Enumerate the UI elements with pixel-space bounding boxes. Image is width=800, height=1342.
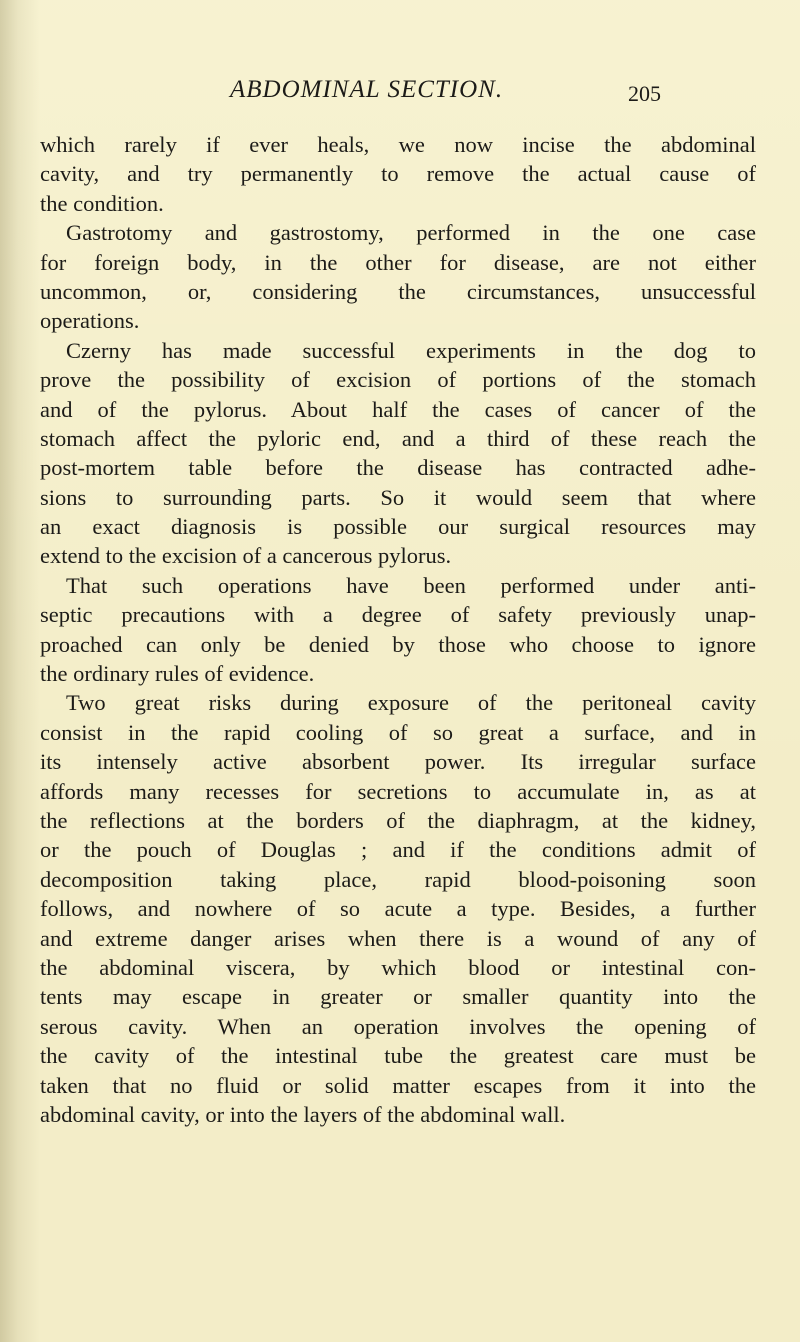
text-line: That such operations have been performed under anti- — [66, 572, 756, 598]
text-line: and extreme danger arises when there is a wound of any of — [40, 925, 756, 951]
running-header — [0, 76, 800, 116]
text-line: the condition. — [40, 190, 164, 216]
text-line: the cavity of the intestinal tube the greatest care must be — [40, 1043, 756, 1069]
text-line: Gastrotomy and gastrostomy, performed in the one case — [66, 220, 756, 246]
text-line: tents may escape in greater or smaller quantity into the — [40, 984, 756, 1010]
text-line: consist in the rapid cooling of so great a surface, and in — [40, 719, 756, 745]
running-title: ABDOMINAL SECTION. — [230, 76, 504, 103]
text-line: its intensely active absorbent power. Its irregular surface — [40, 749, 756, 775]
text-line: prove the possibility of excision of portions of the stomach — [40, 367, 756, 393]
text-line: the abdominal viscera, by which blood or intestinal con- — [40, 954, 756, 980]
text-line: cavity, and try permanently to remove the actual cause of — [40, 161, 756, 187]
text-line: serous cavity. When an operation involves the opening of — [40, 1013, 756, 1039]
text-line: stomach affect the pyloric end, and a third of these reach the — [40, 425, 756, 451]
text-line: Two great risks during exposure of the peritoneal cavity — [66, 690, 756, 716]
text-line: the reflections at the borders of the diaphragm, at the kidney, — [40, 807, 756, 833]
text-line: the ordinary rules of evidence. — [40, 661, 315, 687]
text-line: proached can only be denied by those who choose to ignore — [40, 631, 756, 657]
text-line: taken that no fluid or solid matter escapes from it into the — [40, 1072, 756, 1098]
text-line: abdominal cavity, or into the layers of the abdominal wall. — [40, 1101, 566, 1127]
text-line: operations. — [40, 308, 140, 334]
text-line: which rarely if ever heals, we now incise the abdominal — [40, 132, 756, 157]
text-line: post-mortem table before the disease has contracted adhe- — [40, 455, 756, 481]
text-line: decomposition taking place, rapid blood-poisoning soon — [40, 866, 756, 892]
text-line: sions to surrounding parts. So it would seem that where — [40, 484, 756, 510]
body-text — [40, 130, 756, 1129]
text-line: Czerny has made successful experiments in the dog to — [66, 337, 756, 363]
text-line: affords many recesses for secretions to accumulate in, as at — [40, 778, 756, 804]
text-line: follows, and nowhere of so acute a type. Besides, a further — [40, 896, 756, 922]
text-line: septic precautions with a degree of safety previously unap- — [40, 602, 756, 628]
text-line: extend to the excision of a cancerous pylorus. — [40, 543, 452, 569]
text-line: uncommon, or, considering the circumstances, unsuccessful — [40, 278, 756, 304]
text-line: and of the pylorus. About half the cases of cancer of the — [40, 396, 756, 422]
text-line: or the pouch of Douglas ; and if the conditions admit of — [40, 837, 756, 863]
page-number: 205 — [628, 81, 661, 106]
text-line: an exact diagnosis is possible our surgical resources may — [40, 514, 756, 540]
text-line: for foreign body, in the other for disease, are not either — [40, 249, 756, 275]
